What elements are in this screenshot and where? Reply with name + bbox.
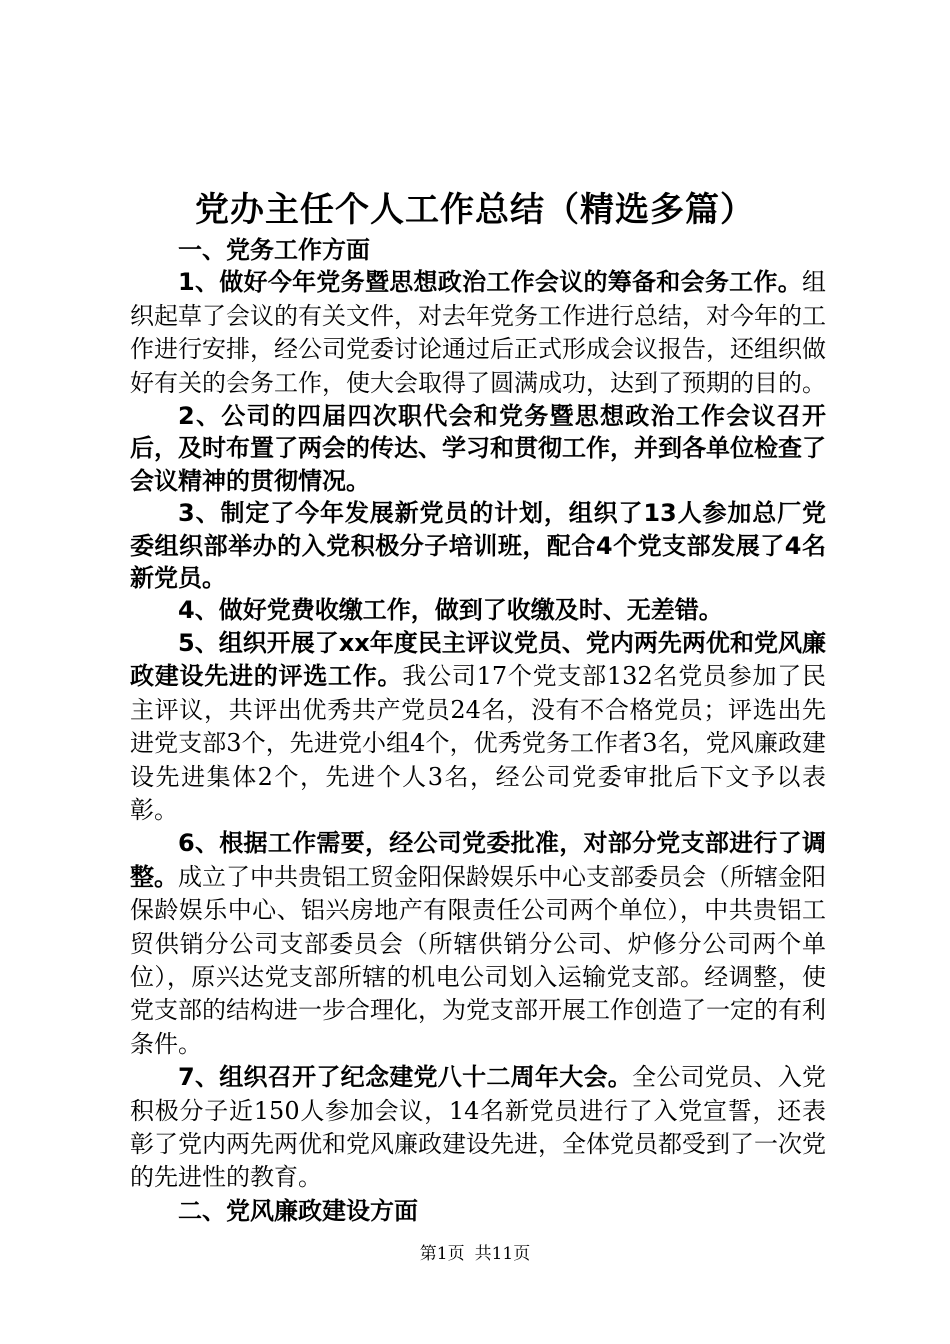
paragraph-lead: 6、根据工作需要，经公司党委批准，对部分党支部进行了调整。 — [130, 829, 826, 891]
page-footer — [0, 1243, 950, 1265]
page-total: 共11页 — [474, 1244, 531, 1264]
document-body — [130, 234, 826, 1227]
paragraph-lead: 1、做好今年党务暨思想政治工作会议的筹备和会务工作。 — [178, 268, 802, 297]
section-heading-party-affairs: 一、党务工作方面 — [178, 236, 370, 264]
paragraph-lead: 3、制定了今年发展新党员的计划，组织了13人参加总厂党委组织部举办的入党积极分子培训班，配合4个党支部发展了4名新党员。 — [130, 499, 826, 593]
section-heading-integrity: 二、党风廉政建设方面 — [178, 1196, 418, 1225]
paragraph-lead: 2、公司的四届四次职代会和党务暨思想政治工作会议召开后，及时布置了两会的传达、学习和贯彻工作，并到各单位检查了会议精神的贯彻情况。 — [130, 402, 826, 495]
paragraph-body: 我公司17个党支部132名党员参加了民主评议，共评出优秀共产党员24名，没有不合格党员；评选出先进党支部3个，先进党小组4个，优秀党务工作者3名，党风廉政建设先进集体2个，先进个人3名，经公司党委审批后下文予以表彰。 — [130, 662, 826, 824]
paragraph-item-4 — [130, 594, 826, 626]
page-number: 第1页 — [419, 1244, 465, 1264]
paragraph-item-5 — [130, 627, 826, 827]
paragraph-body: 组织起草了会议的有关文件，对去年党务工作进行总结，对今年的工作进行安排，经公司党委讨论通过后正式形成会议报告，还组织做好有关的会务工作，使大会取得了圆满成功，达到了预期的目的。 — [130, 268, 826, 397]
paragraph-lead: 7、组织召开了纪念建党八十二周年大会。 — [178, 1063, 633, 1092]
paragraph-body: 成立了中共贵铝工贸金阳保龄娱乐中心支部委员会（所辖金阳保龄娱乐中心、铝兴房地产有限责任公司两个单位），中共贵铝工贸供销分公司支部委员会（所辖供销分公司、炉修分公司两个单位），原兴达党支部所辖的机电公司划入运输党支部。经调整，使党支部的结构进一步合理化，为党支部开展工作创造了一定的有利条件。 — [130, 862, 826, 1058]
paragraph-item-7 — [130, 1061, 826, 1195]
paragraph-lead: 4、做好党费收缴工作，做到了收缴及时、无差错。 — [178, 596, 723, 625]
document-title: 党办主任个人工作总结（精选多篇） — [195, 190, 755, 230]
paragraph-item-1 — [130, 266, 826, 400]
paragraph-item-2 — [130, 400, 826, 497]
paragraph-item-6 — [130, 827, 826, 1061]
paragraph-body: 全公司党员、入党积极分子近150人参加会议，14名新党员进行了入党宣誓，还表彰了党内两先两优和党风廉政建设先进，全体党员都受到了一次党的先进性的教育。 — [130, 1063, 826, 1192]
paragraph-item-3 — [130, 497, 826, 594]
paragraph-lead: 5、组织开展了xx年度民主评议党员、党内两先两优和党风廉政建设先进的评选工作。 — [130, 628, 826, 691]
